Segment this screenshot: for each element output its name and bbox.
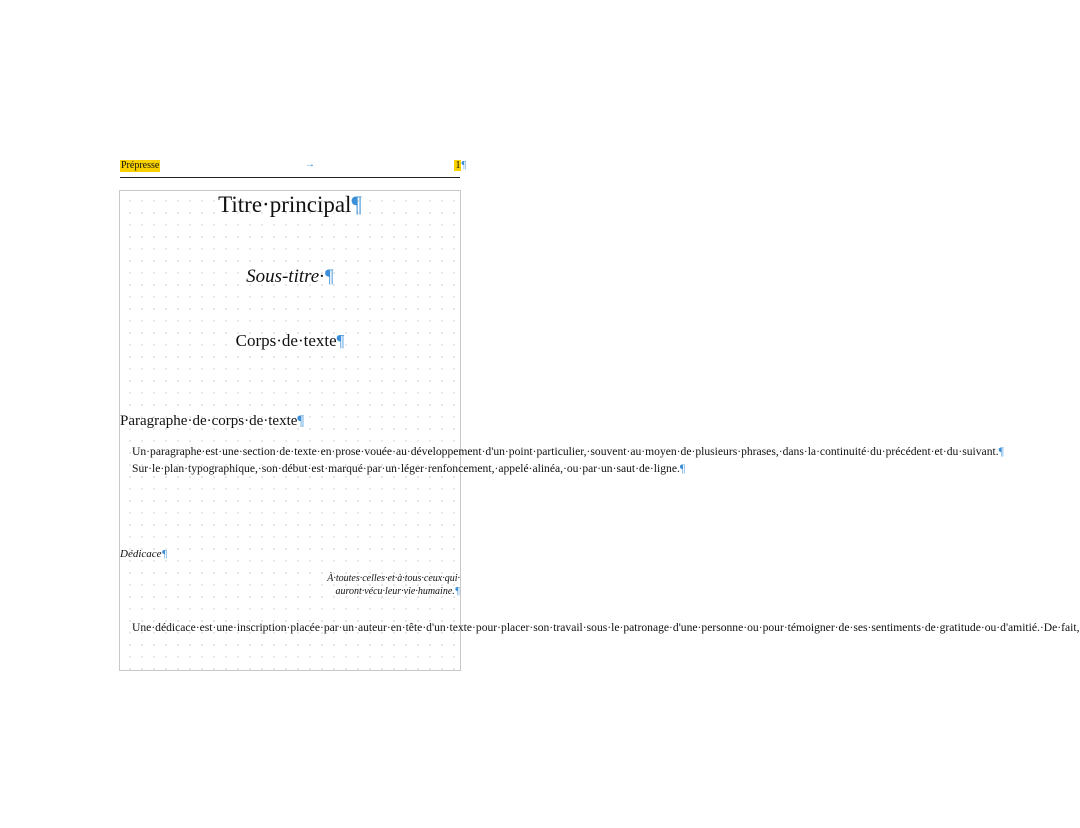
paragraph-2-text: Sur·le·plan·typographique,·son·début·est·marqué·par·un·léger·renfoncement,·appelé·alinéa,·ou·par·un·saut·de·ligne. [132, 462, 680, 476]
pilcrow-icon: ¶ [454, 586, 460, 597]
paragraph-block-2[interactable] [120, 619, 1080, 636]
pilcrow-icon: ¶ [998, 445, 1004, 458]
paragraph-1-text: Un·paragraphe·est·une·section·de·texte·en·prose·vouée·au·développement·d'un·point·particulier,·souvent·au·moyen·de·plusieurs·phrases,·dans·la·continuité·du·précédent·et·du·suivant. [132, 445, 999, 458]
pilcrow-icon: ¶ [336, 331, 345, 350]
header-rule [120, 177, 460, 178]
dedication-quote-line-1: À·toutes·celles·et·à·tous·ceux·qui· [327, 573, 460, 584]
text-area-frame[interactable] [119, 190, 1080, 671]
main-title-text: Titre·principal [218, 192, 352, 217]
header-field-title[interactable]: Prépresse [121, 160, 160, 171]
pilcrow-icon: ¶ [679, 462, 686, 476]
page-number-field[interactable]: 1 [455, 160, 461, 171]
pilcrow-icon: ¶ [461, 160, 466, 171]
main-title[interactable] [120, 191, 460, 219]
tab-mark-icon: → [305, 159, 315, 170]
paragraph-3[interactable] [120, 619, 1080, 636]
pilcrow-icon: ¶ [161, 548, 168, 560]
subtitle[interactable] [120, 265, 460, 289]
paragraph-1[interactable] [120, 443, 1004, 460]
header-page-number[interactable] [454, 160, 466, 172]
paragraph-2[interactable] [120, 460, 686, 477]
paragraph-heading[interactable] [120, 411, 460, 431]
pilcrow-icon: ¶ [297, 413, 305, 429]
paragraph-heading-text: Paragraphe·de·corps·de·texte [120, 413, 298, 429]
pilcrow-icon: ¶ [351, 192, 362, 217]
body-heading-text: Corps·de·texte [235, 331, 337, 350]
subtitle-text: Sous-titre· [246, 266, 324, 287]
paragraph-block-1[interactable] [120, 443, 1004, 478]
dedication-label-text: Dédicace [120, 548, 162, 560]
paragraph-3-text: Une·dédicace·est·une·inscription·placée·par·un·auteur·en·tête·d'un·texte·pour·placer·son·travail·sous·le·patronage·d'une·personne·ou·pour·témoigner·de·ses·sentiments·de·gratitude·ou·d'amitié.·De·fait, [132, 621, 1080, 634]
page-header[interactable] [120, 158, 466, 176]
body-text-heading[interactable] [120, 330, 460, 352]
dedication-quote-line-2: auront·vécu·leur·vie·humaine. [335, 586, 455, 597]
dedication-quote[interactable] [290, 572, 460, 598]
dedication-label[interactable] [120, 547, 167, 561]
pilcrow-icon: ¶ [324, 266, 334, 287]
